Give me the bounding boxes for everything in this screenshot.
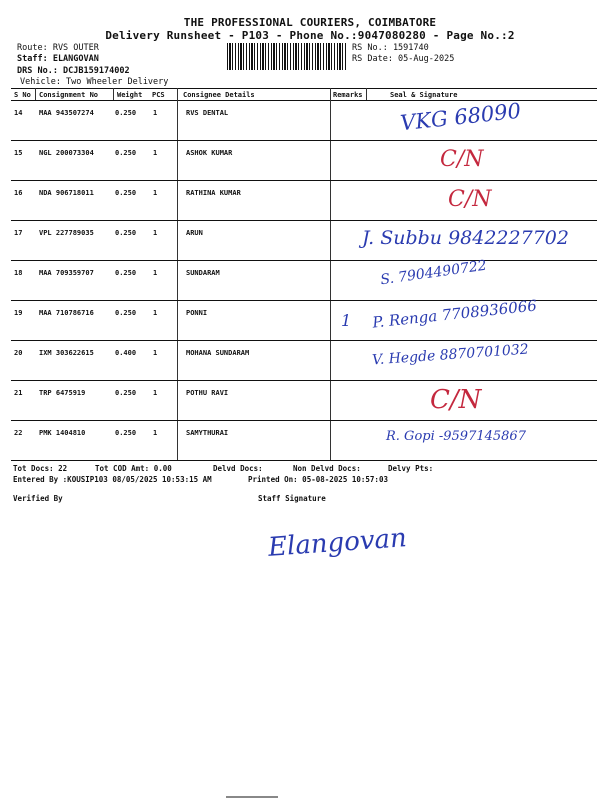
row-weight: 0.250 [115, 269, 137, 277]
non-delivered-docs: Non Delvd Docs: [293, 464, 361, 473]
staff-label: Staff: ELANGOVAN [17, 54, 99, 64]
col-divider [366, 88, 367, 100]
table-row [11, 98, 597, 141]
table-top-rule [11, 88, 597, 89]
row-consignment: NGL 200073304 [39, 149, 94, 157]
row-consignment: MAA 710786716 [39, 309, 94, 317]
drs-label: DRS No.: DCJB159174002 [17, 66, 130, 76]
row-pcs: 1 [153, 309, 158, 317]
row-pcs: 1 [153, 229, 158, 237]
row-sno: 16 [14, 189, 23, 197]
row-pcs: 1 [153, 349, 158, 357]
row-consignee: ASHOK KUMAR [186, 149, 233, 157]
table-row [11, 257, 597, 301]
staff-signature: Elangovan [267, 523, 408, 563]
table-row [11, 296, 597, 341]
row-weight: 0.250 [115, 229, 137, 237]
col-header-weight: Weight [117, 91, 143, 99]
staff-signature-label: Staff Signature [258, 494, 326, 503]
table-row [11, 341, 597, 381]
entered-by: Entered By :KOUSIP103 08/05/2025 10:53:15 AM [13, 475, 212, 484]
total-cod: Tot COD Amt: 0.00 [95, 464, 172, 473]
table-row [11, 381, 597, 421]
row-signature: J. Subbu 9842227702 [362, 227, 569, 249]
col-header-seal: Seal & Signature [390, 91, 458, 99]
row-signature: R. Gopi -9597145867 [386, 429, 526, 444]
row-consignee: SAMYTHURAI [186, 429, 229, 437]
row-consignee: MOHANA SUNDARAM [186, 349, 250, 357]
row-signature: V. Hegde 8870701032 [371, 341, 530, 369]
company-title: THE PROFESSIONAL COURIERS, COIMBATORE [183, 16, 437, 29]
row-sno: 22 [14, 429, 23, 437]
total-docs: Tot Docs: 22 [13, 464, 68, 473]
verified-by-label: Verified By [13, 494, 63, 503]
row-signature: S. 7904490722 [379, 257, 488, 289]
route-label: Route: RVS OUTER [17, 43, 99, 53]
row-signature: P. Renga 7708936066 [371, 296, 538, 332]
row-consignment: MAA 709359707 [39, 269, 94, 277]
row-consignee: POTHU RAVI [186, 389, 229, 397]
row-consignment: MAA 943507274 [39, 109, 94, 117]
col-divider [113, 88, 114, 100]
vehicle-label: Vehicle: Two Wheeler Delivery [20, 77, 169, 87]
row-pcs: 1 [153, 269, 158, 277]
col-header-sno: S No [14, 91, 31, 99]
runsheet-title: Delivery Runsheet - P103 - Phone No.:9047080280 - Page No.:2 [105, 29, 515, 42]
table-row [11, 221, 597, 261]
row-sno: 18 [14, 269, 23, 277]
row-weight: 0.250 [115, 109, 137, 117]
row-consignment: TRP 6475919 [39, 389, 86, 397]
row-weight: 0.250 [115, 429, 137, 437]
row-weight: 0.250 [115, 389, 137, 397]
row-pcs: 1 [153, 429, 158, 437]
row-signature: VKG 68090 [399, 98, 523, 136]
row-pcs: 1 [153, 189, 158, 197]
printed-on: Printed On: 05-08-2025 10:57:03 [248, 475, 388, 484]
row-consignment: NDA 906718011 [39, 189, 94, 197]
table-row [11, 421, 597, 461]
row-signature: C/N [440, 147, 484, 172]
row-rule [11, 460, 597, 461]
row-pcs: 1 [153, 389, 158, 397]
row-weight: 0.250 [115, 149, 137, 157]
row-pcs: 1 [153, 149, 158, 157]
col-divider [35, 88, 36, 100]
row-consignee: RVS DENTAL [186, 109, 229, 117]
row-consignment: PMK 1404810 [39, 429, 86, 437]
row-signature: C/N [430, 385, 482, 415]
col-header-remarks: Remarks [333, 91, 363, 99]
delivered-docs: Delvd Docs: [213, 464, 263, 473]
row-sno: 20 [14, 349, 23, 357]
row-consignee: RATHINA KUMAR [186, 189, 241, 197]
row-consignment: VPL 227789035 [39, 229, 94, 237]
row-weight: 0.250 [115, 189, 137, 197]
row-consignee: SUNDARAM [186, 269, 220, 277]
rs-number: RS No.: 1591740 [352, 43, 429, 53]
row-sno: 17 [14, 229, 23, 237]
rs-date: RS Date: 05-Aug-2025 [352, 54, 455, 64]
col-header-consignee: Consignee Details [183, 91, 255, 99]
delivery-points: Delvy Pts: [388, 464, 434, 473]
row-sno: 14 [14, 109, 23, 117]
row-signature: C/N [448, 187, 492, 212]
col-header-pcs: PCS [152, 91, 165, 99]
row-consignee: ARUN [186, 229, 203, 237]
row-sno: 15 [14, 149, 23, 157]
table-row [11, 181, 597, 221]
row-pcs: 1 [153, 109, 158, 117]
row-sno: 19 [14, 309, 23, 317]
col-header-consignment: Consignment No [39, 91, 99, 99]
row-consignee: PONNI [186, 309, 208, 317]
row-sno: 21 [14, 389, 23, 397]
row-weight: 0.400 [115, 349, 137, 357]
table-row [11, 141, 597, 181]
row-consignment: IXM 303622615 [39, 349, 94, 357]
row-weight: 0.250 [115, 309, 137, 317]
scan-mark [226, 796, 278, 798]
barcode [227, 43, 347, 70]
row-remark-mark: 1 [341, 311, 352, 330]
